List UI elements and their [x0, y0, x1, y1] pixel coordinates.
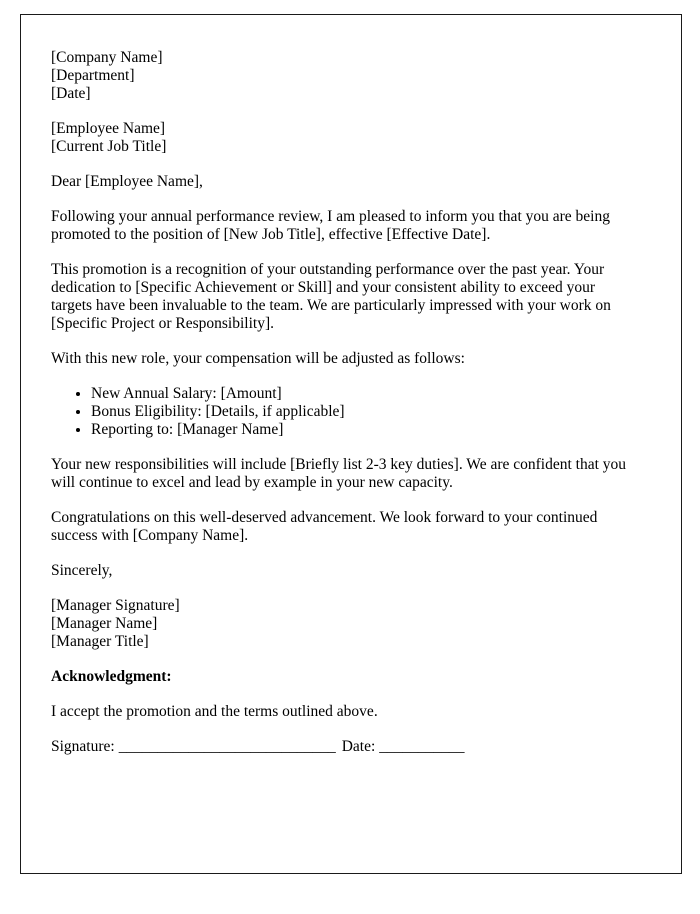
signature-date-row	[51, 738, 639, 756]
list-item-reporting: • Reporting to: [Manager Name]	[91, 421, 639, 439]
letter-page	[20, 14, 682, 874]
paragraph-responsibilities: Your new responsibilities will include [Briefly list 2-3 key duties]. We are confident that you will continue to excel and lead by example in your new capacity.	[51, 456, 627, 491]
employee-address-block	[51, 120, 639, 156]
manager-signature-block	[51, 597, 639, 651]
date-line: [Date]	[51, 85, 91, 102]
closing: Sincerely,	[51, 562, 113, 579]
paragraph-congratulations: Congratulations on this well-deserved advancement. We look forward to your continued success with [Company Name].	[51, 509, 598, 544]
acknowledgment-heading: Acknowledgment:	[51, 668, 172, 685]
salutation: Dear [Employee Name],	[51, 173, 203, 190]
compensation-list	[51, 385, 639, 439]
employee-name-line: [Employee Name]	[51, 120, 166, 137]
company-name-line: [Company Name]	[51, 49, 163, 66]
department-line: [Department]	[51, 67, 135, 84]
acknowledgment-text: I accept the promotion and the terms outlined above.	[51, 703, 378, 720]
manager-signature-line: [Manager Signature]	[51, 597, 180, 614]
list-item-bonus: • Bonus Eligibility: [Details, if applicable]	[91, 403, 639, 421]
signature-blank-line: ____________________________	[118, 738, 336, 755]
manager-name-line: [Manager Name]	[51, 615, 158, 632]
date-blank-line: ___________	[379, 738, 465, 755]
date-label: Date:	[341, 738, 376, 755]
paragraph-intro: Following your annual performance review, I am pleased to inform you that you are being promoted to the position of [New Job Title], effective [Effective Date].	[51, 208, 610, 243]
list-item-salary: • New Annual Salary: [Amount]	[91, 385, 639, 403]
paragraph-recognition: This promotion is a recognition of your outstanding performance over the past year. Your dedication to [Specific Achievement or Skill] and your consistent ability to exceed your targets have been invaluable to the team. We are particularly impressed with your work on [Specific Project or Responsibility].	[51, 261, 611, 332]
letter-content	[51, 49, 639, 756]
paragraph-compensation-lead: With this new role, your compensation will be adjusted as follows:	[51, 350, 465, 367]
employee-title-line: [Current Job Title]	[51, 138, 167, 155]
company-header-block	[51, 49, 639, 103]
signature-label: Signature:	[51, 738, 115, 755]
manager-title-line: [Manager Title]	[51, 633, 149, 650]
